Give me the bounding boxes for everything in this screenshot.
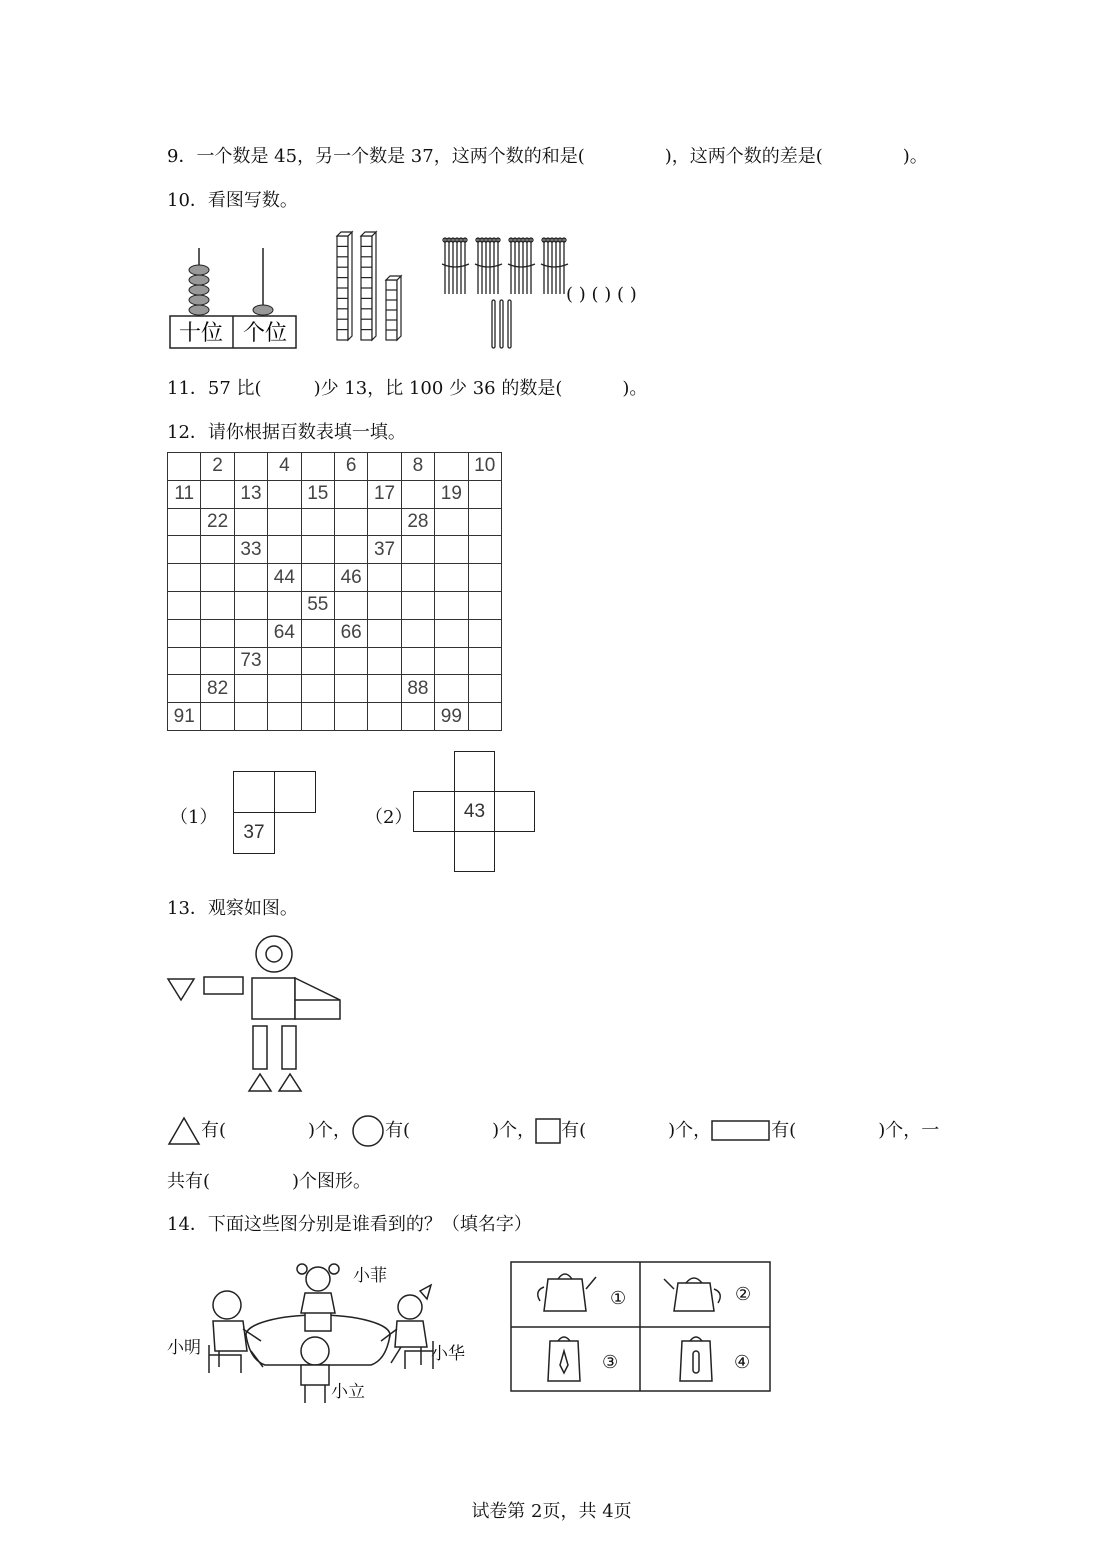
abacus-ones-label: 个位 [242, 321, 288, 346]
hundred-chart-cell[interactable] [168, 536, 201, 564]
hundred-chart-cell[interactable] [368, 703, 401, 731]
q9-text-c: )。 [902, 146, 928, 167]
hundred-chart-cell[interactable] [234, 619, 267, 647]
hundred-chart-cell: 46 [334, 564, 367, 592]
hundred-chart-cell: 44 [268, 564, 301, 592]
hundred-chart-cell[interactable] [168, 619, 201, 647]
hundred-chart-cell[interactable] [168, 508, 201, 536]
q9-text-b: )，这两个数的差是( [664, 146, 823, 167]
hundred-chart-cell[interactable] [368, 647, 401, 675]
hundred-chart-cell: 17 [368, 480, 401, 508]
hundred-chart-cell[interactable] [201, 619, 234, 647]
q11-text-b: )少 13，比 100 少 36 的数是( [313, 378, 563, 399]
hundred-chart-row [168, 564, 502, 592]
hundred-chart-cell[interactable] [201, 591, 234, 619]
robot-trapezoid [295, 978, 340, 1019]
hundred-chart-cell: 37 [368, 536, 401, 564]
q13-sep-2: )个， [492, 1120, 536, 1141]
q9-text-a: 9．一个数是 45，另一个数是 37，这两个数的和是( [167, 146, 585, 167]
robot-head-inner-circle [266, 946, 282, 962]
name-xiaofei: 小菲 [353, 1266, 387, 1286]
q12-part2-cell-given: 43 [454, 791, 495, 832]
q12-part1-cell-given: 37 [233, 812, 275, 854]
circle-icon [351, 1115, 385, 1147]
hundred-chart-cell[interactable] [468, 480, 501, 508]
hundred-chart-cell[interactable] [301, 453, 334, 481]
hundred-chart-cell[interactable] [334, 591, 367, 619]
hundred-chart-cell[interactable] [368, 564, 401, 592]
hundred-chart-cell[interactable] [301, 703, 334, 731]
abacus [170, 248, 296, 348]
xiaoming-body [213, 1321, 247, 1351]
hundred-chart-cell: 19 [435, 480, 468, 508]
hundred-chart-cell: 73 [234, 647, 267, 675]
q13-sep-1: )个， [308, 1120, 352, 1141]
hundred-chart-cell[interactable] [234, 564, 267, 592]
hundred-chart-cell: 99 [435, 703, 468, 731]
q10-title: 10．看图写数。 [167, 190, 298, 211]
xiaoli-body [301, 1365, 329, 1385]
q12-part1-cell-top-left[interactable] [233, 771, 275, 813]
base-ten-rod [337, 232, 352, 340]
hundred-chart-cell: 6 [334, 453, 367, 481]
xiaofei-bun-left [297, 1264, 307, 1274]
hundred-chart-cell[interactable] [168, 453, 201, 481]
q12-part1-label: （1） [170, 807, 218, 828]
teapot-view-2-icon [664, 1278, 720, 1311]
robot-leg-left [253, 1026, 267, 1069]
q12-part2-cell-left[interactable] [413, 791, 455, 832]
hundred-chart-cell[interactable] [468, 675, 501, 703]
abacus-bead [189, 265, 209, 275]
hundred-chart-cell[interactable] [401, 647, 434, 675]
abacus-tens-beads [189, 265, 209, 315]
abacus-bead [189, 275, 209, 285]
hundred-chart-cell[interactable] [435, 675, 468, 703]
hundred-chart-cell[interactable] [268, 508, 301, 536]
hundred-chart-cell[interactable] [468, 536, 501, 564]
hundred-chart-row [168, 619, 502, 647]
stick-bundle [508, 238, 535, 294]
hundred-chart-cell[interactable] [401, 536, 434, 564]
hundred-chart-cell[interactable] [435, 564, 468, 592]
hundred-chart-cell[interactable] [368, 619, 401, 647]
xiaohua-legs [391, 1347, 421, 1365]
triangle-icon [167, 1116, 201, 1146]
hundred-chart-cell[interactable] [401, 703, 434, 731]
hundred-chart [167, 452, 502, 731]
xiaoli-chair [305, 1385, 325, 1403]
hundred-chart-cell[interactable] [234, 703, 267, 731]
page-footer: 试卷第 2页，共 4页 [471, 1501, 632, 1522]
hundred-chart-cell[interactable] [301, 564, 334, 592]
q13-total-a: 共有( [167, 1171, 211, 1192]
hundred-chart-row [168, 591, 502, 619]
xiaohua-bow [420, 1285, 431, 1299]
question-11 [167, 378, 647, 400]
hundred-chart-cell: 8 [401, 453, 434, 481]
hundred-chart-cell[interactable] [435, 619, 468, 647]
base-ten-rods [337, 232, 401, 340]
view-label-4: ④ [734, 1352, 751, 1373]
hundred-chart-cell[interactable] [334, 508, 367, 536]
robot-arm-rect [204, 977, 243, 994]
hundred-chart-cell[interactable] [468, 703, 501, 731]
robot-leg-right [282, 1026, 296, 1069]
q12-part2-label: （2） [365, 807, 413, 828]
hundred-chart-cell[interactable] [468, 564, 501, 592]
hundred-chart-cell[interactable] [201, 647, 234, 675]
hundred-chart-cell[interactable] [268, 647, 301, 675]
q13-sep-3: )个， [668, 1120, 712, 1141]
q12-part2-cell-bottom[interactable] [454, 831, 495, 872]
hundred-chart-cell[interactable] [268, 536, 301, 564]
hundred-chart-cell[interactable] [435, 591, 468, 619]
hundred-chart-cell: 13 [234, 480, 267, 508]
loose-stick [500, 300, 503, 348]
q13-circle-has: 有( [385, 1120, 411, 1141]
hundred-chart-cell[interactable] [334, 536, 367, 564]
hundred-chart-cell[interactable] [368, 591, 401, 619]
hundred-chart-cell[interactable] [234, 591, 267, 619]
q12-part2-cell-top[interactable] [454, 751, 495, 792]
hundred-chart-cell: 33 [234, 536, 267, 564]
name-xiaoming: 小明 [167, 1338, 201, 1358]
hundred-chart-row [168, 453, 502, 481]
hundred-chart-row [168, 647, 502, 675]
q13-title: 13．观察如图。 [167, 898, 298, 919]
hundred-chart-cell[interactable] [334, 647, 367, 675]
hundred-chart-cell[interactable] [368, 508, 401, 536]
teapot-view-4-icon [680, 1337, 712, 1381]
teapot-view-3-icon [548, 1337, 580, 1381]
abacus-tens-label: 十位 [178, 321, 224, 346]
abacus-bead [189, 305, 209, 315]
q13-shape-robot [165, 932, 345, 1097]
xiaofei-head [306, 1267, 330, 1291]
stick-bundle [442, 238, 469, 294]
hundred-chart-cell[interactable] [201, 703, 234, 731]
q13-end-text: )个，一 [878, 1120, 940, 1141]
q13-rect-has: 有( [771, 1120, 797, 1141]
hundred-chart-cell[interactable] [334, 675, 367, 703]
hundred-chart-cell: 28 [401, 508, 434, 536]
hundred-chart-cell: 15 [301, 480, 334, 508]
q12-title: 12．请你根据百数表填一填。 [167, 422, 406, 443]
square-icon [535, 1117, 561, 1145]
hundred-chart-cell: 4 [268, 453, 301, 481]
hundred-chart-cell[interactable] [468, 647, 501, 675]
hundred-chart-cell[interactable] [234, 453, 267, 481]
hundred-chart-cell[interactable] [301, 536, 334, 564]
abacus-bead [189, 295, 209, 305]
hundred-chart-cell[interactable] [168, 675, 201, 703]
loose-stick [508, 300, 511, 348]
robot-foot-right [279, 1074, 301, 1091]
hundred-chart-cell[interactable] [268, 703, 301, 731]
hundred-chart-cell: 22 [201, 508, 234, 536]
hundred-chart-row [168, 480, 502, 508]
q11-text-a: 11．57 比( [167, 378, 262, 399]
hundred-chart-cell[interactable] [368, 453, 401, 481]
q13-triangle-has: 有( [201, 1120, 227, 1141]
hundred-chart-row [168, 675, 502, 703]
hundred-chart-row [168, 508, 502, 536]
hundred-chart-cell[interactable] [168, 564, 201, 592]
rectangle-icon [711, 1119, 771, 1143]
stick-bundle [475, 238, 502, 294]
hundred-chart-cell[interactable] [201, 564, 234, 592]
q12-part2-cell-right[interactable] [494, 791, 535, 832]
hundred-chart-cell[interactable] [168, 647, 201, 675]
hundred-chart-cell[interactable] [268, 675, 301, 703]
hundred-chart-cell[interactable] [234, 508, 267, 536]
view-label-2: ② [735, 1284, 752, 1305]
hundred-chart-cell[interactable] [268, 591, 301, 619]
hundred-chart-cell[interactable] [268, 480, 301, 508]
stick-bundles [442, 238, 568, 348]
hundred-chart-cell[interactable] [201, 480, 234, 508]
hundred-chart-row [168, 703, 502, 731]
hundred-chart-cell[interactable] [301, 508, 334, 536]
q14-title: 14．下面这些图分别是谁看到的？（填名字） [167, 1214, 532, 1235]
abacus-ones-beads [253, 305, 273, 315]
hundred-chart-cell[interactable] [401, 480, 434, 508]
q10-answer-blanks[interactable]: ( ) ( ) ( ) [566, 284, 637, 305]
hundred-chart-cell[interactable] [168, 591, 201, 619]
hundred-chart-cell[interactable] [301, 647, 334, 675]
xiaofei-bun-right [329, 1264, 339, 1274]
hundred-chart-row [168, 536, 502, 564]
name-xiaoli: 小立 [331, 1382, 365, 1402]
hundred-chart-cell[interactable] [401, 564, 434, 592]
q13-square-has: 有( [561, 1120, 587, 1141]
hundred-chart-cell: 88 [401, 675, 434, 703]
hundred-chart-cell[interactable] [435, 508, 468, 536]
question-9 [167, 146, 928, 168]
robot-triangle-left [168, 979, 194, 1000]
hundred-chart-cell[interactable] [368, 675, 401, 703]
hundred-chart-cell: 55 [301, 591, 334, 619]
hundred-chart-cell[interactable] [334, 480, 367, 508]
hundred-chart-cell: 64 [268, 619, 301, 647]
hundred-chart-cell[interactable] [301, 675, 334, 703]
hundred-chart-cell: 91 [168, 703, 201, 731]
hundred-chart-cell[interactable] [435, 647, 468, 675]
q13-count-line [167, 1115, 939, 1147]
view-label-1: ① [610, 1288, 627, 1309]
q14-views-grid [510, 1261, 772, 1393]
hundred-chart-cell[interactable] [334, 703, 367, 731]
xiaohua-body [395, 1321, 427, 1347]
hundred-chart-cell[interactable] [201, 536, 234, 564]
q11-text-c: )。 [622, 378, 648, 399]
hundred-chart-cell[interactable] [234, 675, 267, 703]
xiaoli-head [301, 1337, 329, 1365]
q13-total-line [167, 1171, 371, 1193]
hundred-chart-cell[interactable] [401, 591, 434, 619]
teapot-view-1-icon [538, 1274, 596, 1311]
hundred-chart-cell: 66 [334, 619, 367, 647]
q12-part1-cell-top-right[interactable] [274, 771, 316, 813]
abacus-bead [189, 285, 209, 295]
hundred-chart-cell[interactable] [435, 453, 468, 481]
hundred-chart-cell: 10 [468, 453, 501, 481]
q13-total-b: )个图形。 [292, 1171, 372, 1192]
name-xiaohua: 小华 [431, 1344, 465, 1364]
hundred-chart-cell[interactable] [468, 591, 501, 619]
q10-figures [165, 228, 885, 358]
hundred-chart-cell[interactable] [468, 619, 501, 647]
hundred-chart-cell[interactable] [301, 619, 334, 647]
hundred-chart-cell[interactable] [401, 619, 434, 647]
stick-bundle [541, 238, 568, 294]
xiaoming-head [213, 1291, 241, 1319]
hundred-chart-cell: 11 [168, 480, 201, 508]
hundred-chart-cell[interactable] [468, 508, 501, 536]
robot-body-square [252, 978, 295, 1019]
view-label-3: ③ [602, 1352, 619, 1373]
abacus-bead [253, 305, 273, 315]
hundred-chart-cell: 82 [201, 675, 234, 703]
xiaofei-body [301, 1293, 335, 1313]
robot-foot-left [249, 1074, 271, 1091]
base-ten-rod [361, 232, 376, 340]
base-ten-rod [386, 276, 401, 340]
xiaohua-head [398, 1295, 422, 1319]
loose-stick [492, 300, 495, 348]
hundred-chart-cell[interactable] [435, 536, 468, 564]
hundred-chart-cell: 2 [201, 453, 234, 481]
q14-scene-illustration [165, 1255, 485, 1407]
